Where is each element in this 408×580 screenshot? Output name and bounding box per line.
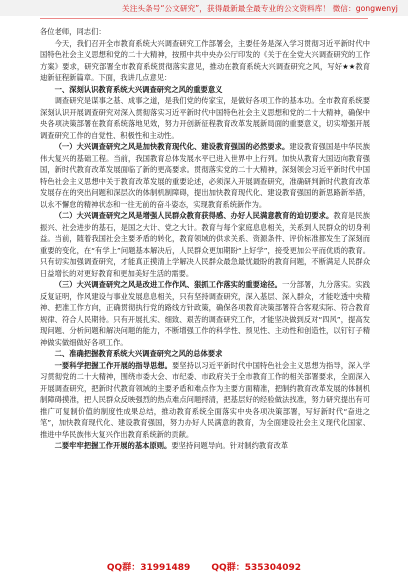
paragraph-intro: 今天，我们召开全市教育系统大兴调查研究工作部署会，主要任务是深入学习贯彻习近平新时代中国特色社会主义思想和党的二十大精神，按照中共中央办公厅印发的《关于在全党大兴调查研究的工作方案》要求，研究部署全市教育系统贯彻落实意见，推动在教育系统大兴调查研究之风，写好★★教育迪新征程新篇章。下面，我讲几点意见： bbox=[40, 38, 370, 82]
point-3-lead: （三）大兴调查研究之风是改进工作作风、狠抓工作落实的重要途径。 bbox=[54, 280, 283, 289]
paragraph-point-3 bbox=[40, 279, 370, 348]
paragraph-importance: 调查研究是谋事之基、成事之道，是我们党的传家宝，是做好各项工作的基本功。全市教育系统要深刻认识开展调查研究对深入贯彻落实习近平新时代中国特色社会主义思想和党的二十大精神，确保中央各项决策部署在教育系统落地见效，努力开创新征程教育改革发展新局面的重要意义，切实增强开展调查研究工作的自觉性、积极性和主动性。 bbox=[40, 96, 370, 140]
footer-qq-group-2: QQ群：535304092 bbox=[211, 563, 302, 573]
section-heading-2: 二、准确把握教育系统大兴调查研究之风的总体要求 bbox=[54, 349, 223, 358]
point-2-text: 教育是民族振兴、社会进步的基石，是国之大计、党之大计。教育与每个家庭息息相关，关系到人民群众的切身利益。当前，随着我国社会主要矛盾的转化，教育领域的供求关系、资源条件、评价标准都发生了深刻而重要的变化，在“有学上”问题基本解决后，人民群众更加期盼“上好学”，接受更加公平而优质的教育。只有切实加强调查研究，才能真正摸清上学解决人民群众最急最忧最盼的教育问题，不断满足人民群众日益增长的对更好教育和更加美好生活的需要。 bbox=[40, 211, 370, 278]
paragraph-point-2 bbox=[40, 210, 370, 279]
point-3-text: 一分部署，九分落实。实践反复证明，作风建设与事业发展息息相关，只有坚持调查研究，深入基层、深入群众，才能吃透中央精神、把准工作方向，正确贯彻执行党的路线方针政策，确保各项教育决策部署符合客观实际、符合教育规律、符合人民期待。只有开展扎实、细致、艰苦的调查研究工作，才能坚决做到反对“四风”，提高发现问题、分析问题和解决问题的能力，不断增强工作的科学性、预见性、主动性和创造性，以钉钉子精神做实做细做好各项工作。 bbox=[40, 280, 371, 347]
footer-qq-group-1: QQ群：31991489 bbox=[106, 563, 191, 573]
point-2-lead: （二）大兴调查研究之风是增强人民群众教育获得感、办好人民满意教育的迫切要求。 bbox=[54, 211, 334, 220]
paragraph-guiding bbox=[40, 360, 370, 441]
principles-text: 要坚持问题导向。针对制约教育改革 bbox=[171, 441, 289, 450]
banner-text: 关注头条号“公文研究”，获得最新最全最专业的公文资料库！ 微信：gongwenyj bbox=[122, 4, 398, 13]
footer bbox=[0, 555, 408, 573]
paragraph-point-1 bbox=[40, 141, 370, 210]
salutation: 各位老师，同志们： bbox=[40, 27, 106, 36]
section-heading-1: 一、深刻认识教育系统大兴调查研究之风的重要意义 bbox=[54, 84, 223, 94]
paragraph-principles bbox=[40, 440, 370, 452]
point-1-text: 建设教育强国是中华民族伟大复兴的基础工程。当前，我国教育总体发展水平已进入世界中上行列。加快从教育大国迈向教育强国，新时代教育改革发展面临了新的更高要求。贯彻落实党的二十大精神，深刻领会习近平新时代中国特色社会主义思想中关于教育改革发展的重要论述，必须深入开展调查研究，准确研判新时代教育改革发展存在的突出问题和深层次的体制机制障碍，提出加快教育现代化、建设教育强国的新思路新举措，以永不懈怠的精神状态和一往无前的奋斗姿态，实现教育系统新作为。 bbox=[40, 142, 370, 209]
guiding-text: 要坚持以习近平新时代中国特色社会主义思想为指导，深入学习贯彻党的二十大精神，围绕市委大会、市纪委、市政府关于全市教育工作的相关部署要求，全面深入开展调查研究，把新时代教育领域的主要矛盾和难点作为主要方面精准，把制约教育改革发展的体制机制障碍摸准，把人民群众反映强烈的热点难点问题捋清，把基层好的经验做法找准，努力研究提出有可推广可复制价值的制度性成果总结，推动教育系统全面落实中央各项决策部署，写好新时代“奋进之笔”，加快教育现代化、建设教育强国，努力办好人民满意的教育，为全面建设社会主义现代化国家、推进中华民族伟大复兴作出教育系统新的贡献。 bbox=[40, 360, 370, 439]
principles-lead: 二要牢牢把握工作开展的基本原则。 bbox=[54, 441, 172, 450]
guiding-lead: 一要科学把握工作开展的指导思想。 bbox=[54, 360, 172, 370]
top-banner bbox=[0, 0, 408, 22]
document-body bbox=[40, 26, 370, 452]
banner-rule bbox=[40, 18, 368, 19]
point-1-lead: （一）大兴调查研究之风是加快教育现代化、建设教育强国的必然要求。 bbox=[54, 142, 290, 151]
